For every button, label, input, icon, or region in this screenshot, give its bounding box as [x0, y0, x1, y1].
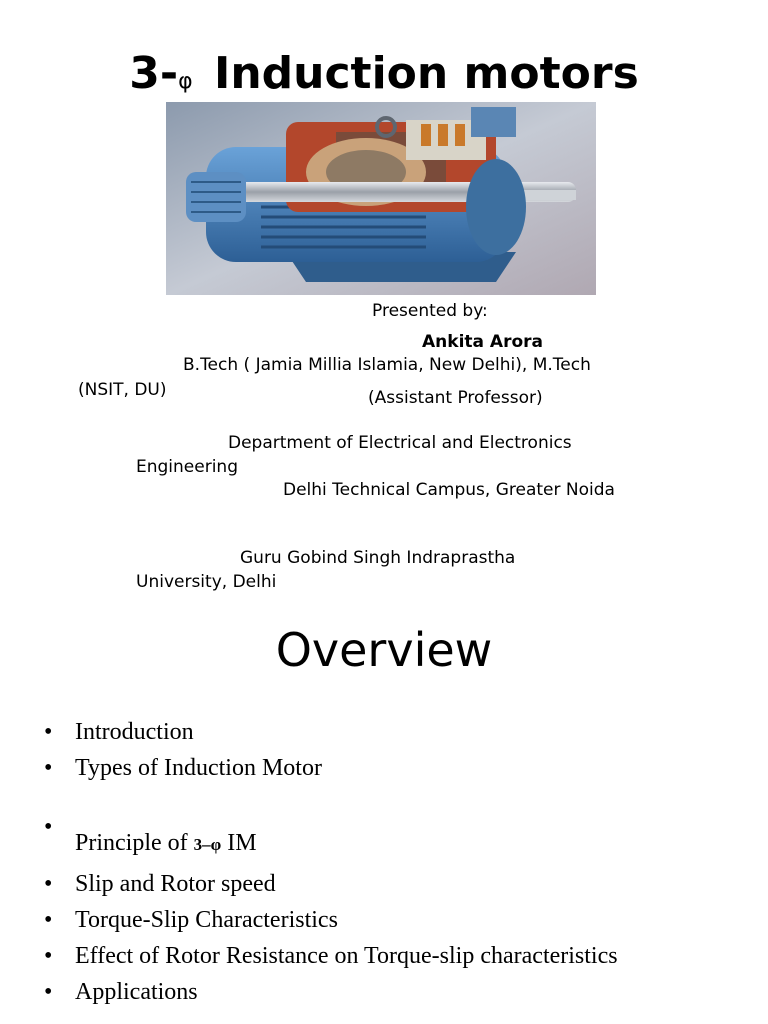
list-item: Principle of 3–φ IM: [75, 830, 257, 856]
slide-title: [0, 46, 768, 110]
university-line-2: University, Delhi: [136, 572, 277, 592]
bullet-icon: •: [44, 755, 53, 781]
list-item: • Effect of Rotor Resistance on Torque-slip characteristics: [44, 943, 618, 969]
list-item: • Applications: [44, 979, 198, 1005]
list-item: • Introduction: [44, 719, 194, 745]
title-prefix: 3-: [129, 48, 179, 99]
author-name: Ankita Arora: [422, 332, 543, 352]
bullet-icon: •: [44, 943, 53, 969]
phi-symbol: φ: [178, 69, 193, 94]
presented-by-label: Presented by:: [372, 301, 488, 321]
university-line-1: Guru Gobind Singh Indraprastha: [240, 548, 516, 568]
degree-line-2: (NSIT, DU): [78, 380, 167, 400]
motor-cutaway-image: [166, 102, 596, 295]
overview-title: Overview: [275, 623, 493, 677]
overview-slide: [0, 578, 768, 1024]
department-line-1: Department of Electrical and Electronics: [228, 433, 572, 453]
title-main: Induction motors: [213, 48, 639, 99]
degree-line-1: B.Tech ( Jamia Millia Islamia, New Delhi), M.Tech: [183, 355, 591, 375]
department-line-2: Engineering: [136, 457, 238, 477]
bullet-icon: •: [44, 719, 53, 745]
list-item: • Types of Induction Motor: [44, 755, 322, 781]
bullet-icon: •: [44, 979, 53, 1005]
bullet-icon: •: [44, 871, 53, 897]
designation: (Assistant Professor): [368, 388, 543, 408]
bullet-icon: •: [44, 907, 53, 933]
list-item: • Torque-Slip Characteristics: [44, 907, 338, 933]
list-item: • Slip and Rotor speed: [44, 871, 276, 897]
three-phase-symbol: 3–φ: [193, 835, 222, 854]
campus: Delhi Technical Campus, Greater Noida: [283, 480, 615, 500]
bullet-icon: •: [44, 814, 53, 840]
